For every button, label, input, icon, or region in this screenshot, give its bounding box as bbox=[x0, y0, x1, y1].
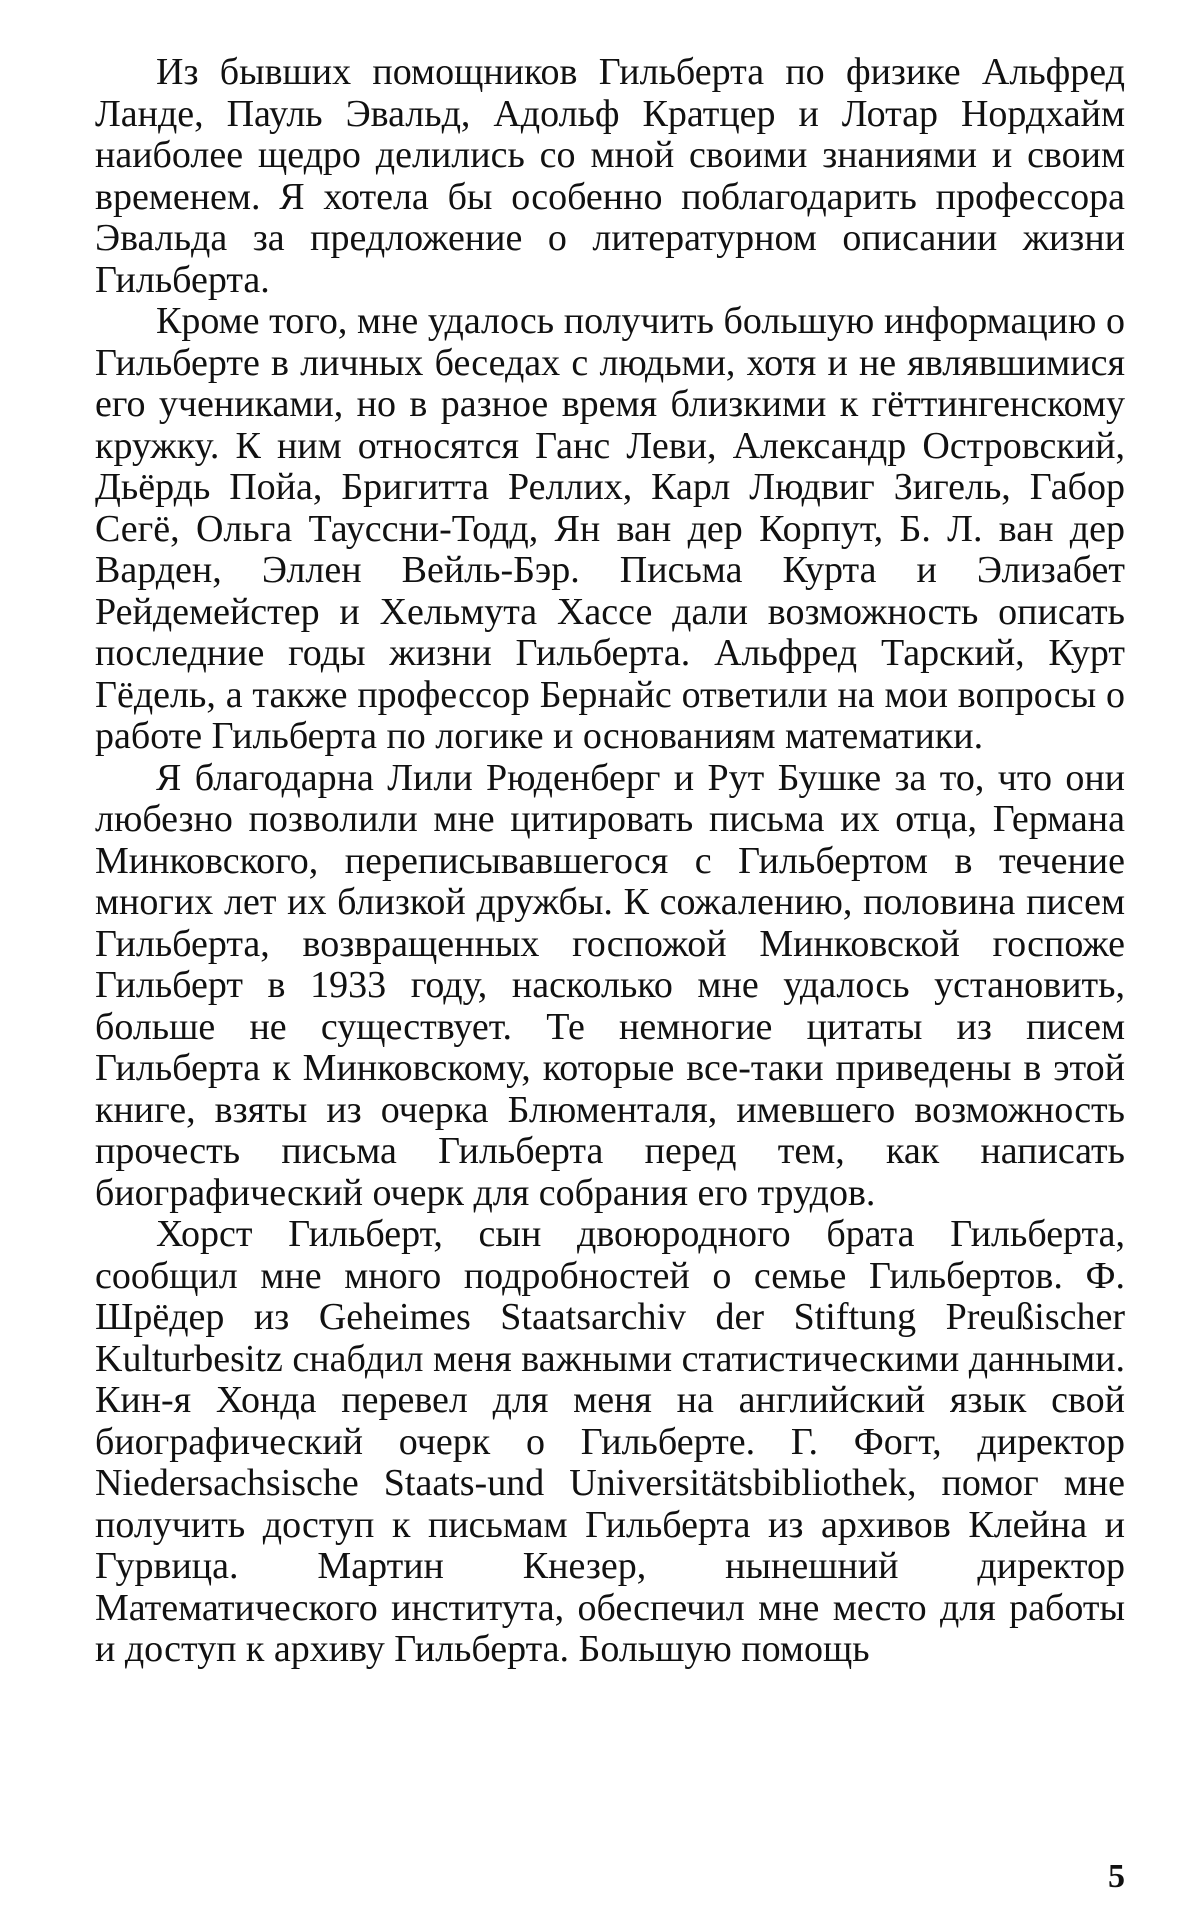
page-body bbox=[95, 52, 1125, 1671]
paragraph-2: Кроме того, мне удалось получить большую информацию о Гильберте в личных беседах с людьми, хотя и не являвшимися его учениками, но в разное время близкими к гёттингенскому кружку. К ним относятся Ганс Леви, Александр Островский, Дьёрдь Пойа, Бригитта Реллих, Карл Людвиг Зигель, Габор Сегё, Ольга Тауссни-Тодд, Ян ван дер Корпут, Б. Л. ван дер Варден, Эллен Вейль-Бэр. Письма Курта и Элизабет Рейдемейстер и Хельмута Хассе дали возможность описать последние годы жизни Гильберта. Альфред Тарский, Курт Гёдель, а также профессор Бернайс ответили на мои вопросы о работе Гильберта по логике и основаниям математики. bbox=[95, 300, 1125, 757]
paragraph-4: Хорст Гильберт, сын двоюродного брата Гильберта, сообщил мне много подробностей о семье Гильбертов. Ф. Шрёдер из Geheimes Staatsarchiv der Stiftung Preußischer Kulturbesitz снабдил меня важными статистическими данными. Кин-я Хонда перевел для меня на английский язык свой биографический очерк о Гильберте. Г. Фогт, директор Niedersachsische Staats-und Universitätsbibliothek, помог мне получить доступ к письмам Гильберта из архивов Клейна и Гурвица. Мартин Кнезер, нынешний директор Математического института, обеспечил мне место для работы и доступ к архиву Гильберта. Большую помощь bbox=[95, 1213, 1125, 1670]
paragraph-1: Из бывших помощников Гильберта по физике Альфред Ланде, Пауль Эвальд, Адольф Кратцер и Лотар Нордхайм наиболее щедро делились со мной своими знаниями и своим временем. Я хотела бы особенно поблагодарить профессора Эвальда за предложение о литературном описании жизни Гильберта. bbox=[95, 51, 1125, 301]
page-number: 5 bbox=[1108, 1858, 1125, 1895]
paragraph-3: Я благодарна Лили Рюденберг и Рут Бушке за то, что они любезно позволили мне цитировать письма их отца, Германа Минковского, переписывавшегося с Гильбертом в течение многих лет их близкой дружбы. К сожалению, половина писем Гильберта, возвращенных госпожой Минковской госпоже Гильберт в 1933 году, насколько мне удалось установить, больше не существует. Те немногие цитаты из писем Гильберта к Минковскому, которые все-таки приведены в этой книге, взяты из очерка Блюменталя, имевшего возможность прочесть письма Гильберта перед тем, как написать биографический очерк для собрания его трудов. bbox=[95, 756, 1125, 1214]
